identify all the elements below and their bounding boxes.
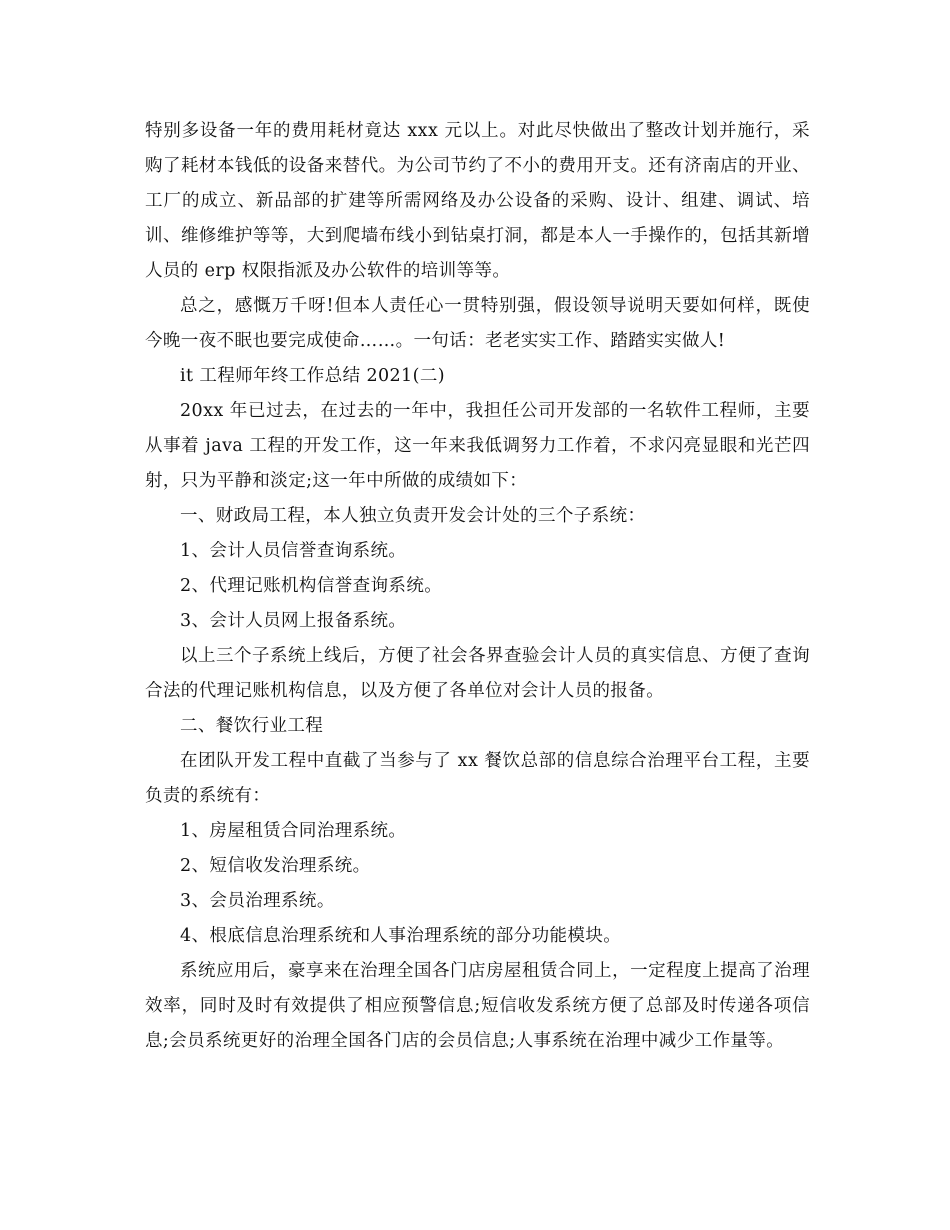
list-item: 2、短信收发治理系统。	[180, 856, 371, 876]
paragraph-catering-result: 系统应用后，豪享来在治理全国各门店房屋租赁合同上，一定程度上提高了治理效率，同时及时有效提供了相应预警信息;短信收发系统方便了总部及时传递各项信息;会员系统更好的治理全国各门店的会员信息;人事系统在治理中减少工作量等。	[145, 961, 810, 1051]
list-item: 1、房屋租赁合同治理系统。	[180, 821, 407, 841]
section-heading: it 工程师年终工作总结 2021(二)	[180, 366, 445, 386]
list-item: 4、根底信息治理系统和人事治理系统的部分功能模块。	[180, 926, 622, 946]
paragraph-finance-result: 以上三个子系统上线后，方便了社会各界查验会计人员的真实信息、方便了查询合法的代理记账机构信息，以及方便了各单位对会计人员的报备。	[145, 646, 810, 701]
paragraph-equipment-costs: 特别多设备一年的费用耗材竟达 xxx 元以上。对此尽快做出了整改计划并施行，采购了耗材本钱低的设备来替代。为公司节约了不小的费用开支。还有济南店的开业、工厂的成立、新品部的扩建等所需网络及办公设备的采购、设计、组建、调试、培训、维修维护等等，大到爬墙布线小到钻桌打洞，都是本人一手操作的，包括其新增人员的 erp 权限指派及办公软件的培训等等。	[145, 121, 810, 281]
list-item: 3、会计人员网上报备系统。	[180, 611, 407, 631]
paragraph-summary: 总之，感慨万千呀!但本人责任心一贯特别强，假设领导说明天要如何样，既使今晚一夜不眠也要完成使命……。一句话：老老实实工作、踏踏实实做人!	[145, 296, 810, 351]
paragraph-intro: 20xx 年已过去，在过去的一年中，我担任公司开发部的一名软件工程师，主要从事着 java 工程的开发工作，这一年来我低调努力工作着，不求闪亮显眼和光芒四射，只为平静和淡定;这一年中所做的成绩如下：	[145, 401, 810, 491]
paragraph-catering-project: 二、餐饮行业工程	[180, 716, 324, 736]
list-item: 2、代理记账机构信誉查询系统。	[180, 576, 443, 596]
list-item: 3、会员治理系统。	[180, 891, 335, 911]
paragraph-finance-project: 一、财政局工程，本人独立负责开发会计处的三个子系统：	[180, 506, 646, 526]
document-body	[145, 114, 810, 1059]
list-item: 1、会计人员信誉查询系统。	[180, 541, 407, 561]
paragraph-catering-intro: 在团队开发工程中直截了当参与了 xx 餐饮总部的信息综合治理平台工程，主要负责的系统有：	[145, 751, 810, 806]
